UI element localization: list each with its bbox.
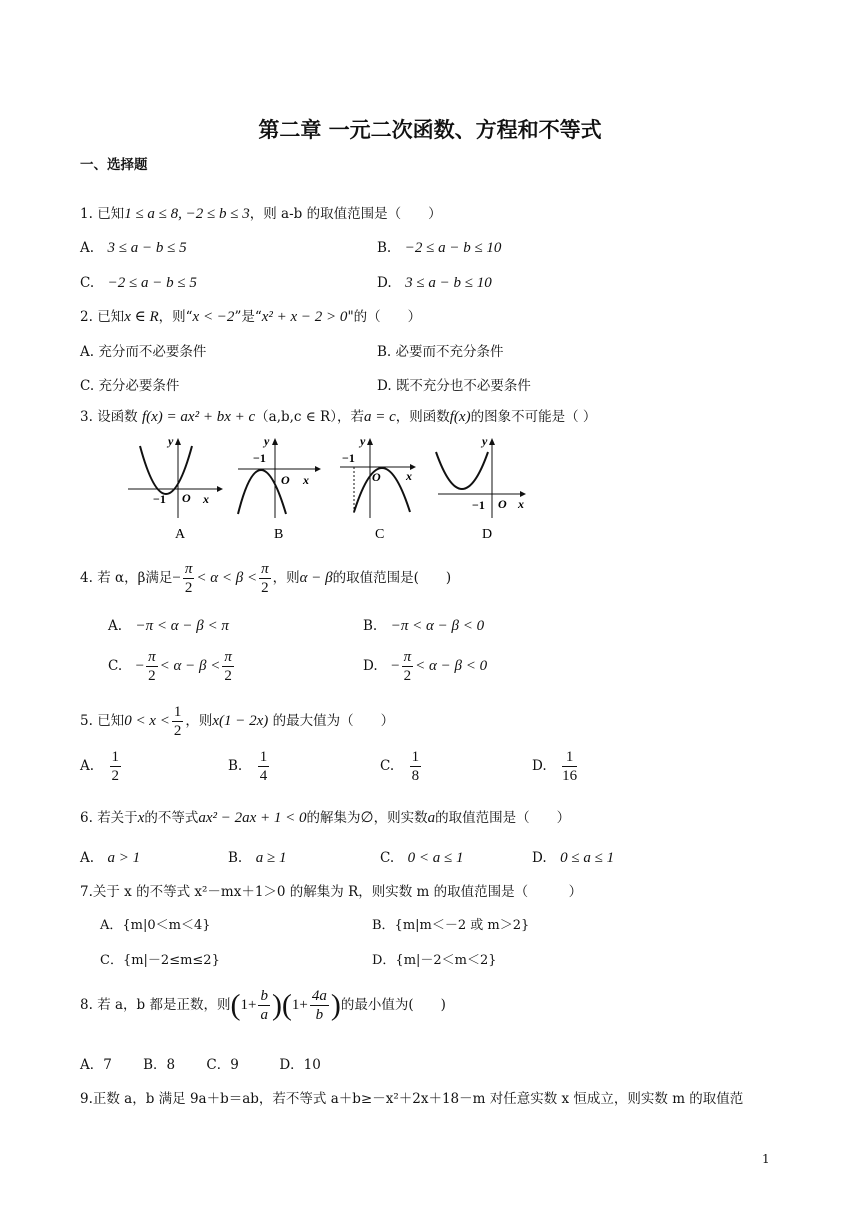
q4-option-c: C. − $\frac{\pi}{2}$ < α − β < $\frac{\pi}{2}$ xyxy=(108,649,232,684)
q6-option-b: B. a ≥ 1 xyxy=(228,850,287,866)
q1-option-b: B. −2 ≤ a − b ≤ 10 xyxy=(377,240,502,256)
svg-text:x: x xyxy=(406,469,412,483)
q5-option-d: D. $\frac{1}{16}$ xyxy=(532,749,578,784)
graph-c-letter: C xyxy=(375,527,385,542)
q1-option-a: A. 3 ≤ a − b ≤ 5 xyxy=(80,240,187,256)
question-3-stem: 3. 设函数 f(x) = ax² + bx + c（a,b,c ∈ R），若a = c，则函数f(x)的图象不可能是（ ） xyxy=(80,409,597,425)
q4-option-d: D. − $\frac{\pi}{2}$ < α − β < 0 xyxy=(363,649,488,684)
graph-c xyxy=(340,434,416,542)
q1-option-c: C. −2 ≤ a − b ≤ 5 xyxy=(80,275,197,291)
q4-option-b: B. −π < α − β < 0 xyxy=(363,618,485,634)
svg-text:y: y xyxy=(264,434,270,448)
q6-option-d: D. 0 ≤ a ≤ 1 xyxy=(532,850,615,866)
page-title: 第二章 一元二次函数、方程和不等式 xyxy=(258,118,602,142)
svg-text:O: O xyxy=(498,497,507,511)
q5-option-a: A. $\frac{1}{2}$ xyxy=(80,749,120,784)
q1-option-d: D. 3 ≤ a − b ≤ 10 xyxy=(377,275,492,291)
q2-option-b: B. 必要而不充分条件 xyxy=(377,344,504,360)
graph-d xyxy=(436,434,526,542)
q5-option-c: C. $\frac{1}{8}$ xyxy=(380,749,420,784)
q2-option-a: A. 充分而不必要条件 xyxy=(80,344,207,360)
page-number: 1 xyxy=(762,1152,770,1166)
q1-condition: 1 ≤ a ≤ 8, −2 ≤ b ≤ 3 xyxy=(124,206,250,222)
q7-option-d: D．{m|－2＜m＜2} xyxy=(372,953,497,968)
q7-option-c: C．{m|－2≤m≤2} xyxy=(100,953,220,968)
question-1-stem: 1. 已知1 ≤ a ≤ 8, −2 ≤ b ≤ 3，则 a-b 的取值范围是（ ） xyxy=(80,206,442,222)
q3-graph-options xyxy=(120,432,540,544)
question-4-stem: 4. 若 α，β满足− $\frac{\pi}{2}$ < α < β < $\frac{\pi}{2}$ ，则α − β的取值范围是( ) xyxy=(80,561,452,596)
graph-b-letter: B xyxy=(274,527,284,542)
q7-option-b: B．{m|m＜－2 或 m＞2} xyxy=(372,918,530,933)
graph-a-neg-one: −1 xyxy=(153,492,166,506)
question-8-stem: 8. 若 a，b 都是正数，则(1+ $\frac{b}{a}$ )(1+ $\frac{4a}{b}$ )的最小值为( ) xyxy=(80,988,446,1023)
q5-option-b: B. $\frac{1}{4}$ xyxy=(228,749,268,784)
q6-option-c: C. 0 < a ≤ 1 xyxy=(380,850,464,866)
question-7-stem: 7.关于 x 的不等式 x²－mx＋1＞0 的解集为 R，则实数 m 的取值范围是（ ） xyxy=(80,884,583,900)
svg-text:−1: −1 xyxy=(342,451,355,465)
q6-option-a: A. a > 1 xyxy=(80,850,141,866)
svg-text:O: O xyxy=(372,470,381,484)
q2-option-d: D. 既不充分也不必要条件 xyxy=(377,378,531,394)
question-2-stem: 2. 已知x ∈ R，则“x < −2”是“x² + x − 2 > 0"的（ ） xyxy=(80,309,422,325)
graph-d-letter: D xyxy=(482,527,493,542)
graph-a-origin: O xyxy=(182,491,191,505)
question-6-stem: 6. 若关于x的不等式ax² − 2ax + 1 < 0的解集为∅，则实数a的取值范围是（ ） xyxy=(80,810,571,826)
question-9-stem: 9.正数 a，b 满足 9a＋b＝ab，若不等式 a＋b≥－x²＋2x＋18－m 对任意实数 x 恒成立，则实数 m 的取值范 xyxy=(80,1091,744,1107)
svg-text:y: y xyxy=(482,434,488,448)
graph-a-letter: A xyxy=(175,527,186,542)
svg-text:−1: −1 xyxy=(472,498,485,512)
svg-text:−1: −1 xyxy=(253,451,266,465)
graph-a-x-label: x xyxy=(203,492,209,506)
question-5-stem: 5. 已知0 < x < $\frac{1}{2}$ ，则x(1 − 2x) 的最大值为（ ） xyxy=(80,704,395,739)
graph-a xyxy=(128,434,223,542)
svg-text:O: O xyxy=(281,473,290,487)
svg-text:x: x xyxy=(518,497,524,511)
q7-option-a: A．{m|0＜m＜4} xyxy=(100,918,211,933)
q8-options: A．7 B．8 C．9 D．10 xyxy=(80,1057,321,1073)
q4-option-a: A. −π < α − β < π xyxy=(108,618,229,634)
svg-text:x: x xyxy=(303,473,309,487)
graph-a-y-label: y xyxy=(168,434,174,448)
q2-option-c: C. 充分必要条件 xyxy=(80,378,180,394)
graph-b xyxy=(238,434,321,542)
section-heading: 一、选择题 xyxy=(80,157,148,173)
svg-text:y: y xyxy=(360,434,366,448)
